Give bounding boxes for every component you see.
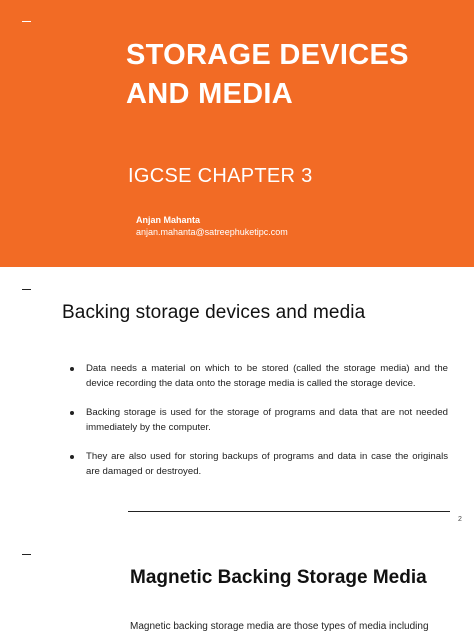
bullet-dot-icon [70, 455, 74, 459]
slide-marker-dash [22, 21, 31, 22]
slide-heading: Backing storage devices and media [62, 302, 366, 323]
slide-title [126, 36, 456, 114]
bullet-item [70, 405, 448, 435]
bullet-text: They are also used for storing backups of programs and data in case the originals are damaged or destroyed. [86, 451, 448, 477]
bullet-dot-icon [70, 411, 74, 415]
footer-divider [128, 511, 450, 512]
slide-title-line-2: AND MEDIA [126, 78, 294, 110]
slide-marker-dash [22, 554, 31, 555]
bullet-dot-icon [70, 367, 74, 371]
page-number: 2 [458, 516, 462, 523]
slide-subtitle: IGCSE CHAPTER 3 [128, 165, 313, 187]
bullet-item [70, 449, 448, 479]
author-name: Anjan Mahanta [136, 215, 201, 225]
bullet-list [70, 361, 448, 493]
author-email: anjan.mahanta@satreephuketipc.com [136, 227, 288, 237]
slide-title-line-1: STORAGE DEVICES [126, 39, 409, 71]
slide-body-text: Magnetic backing storage media are those types of media including [130, 621, 429, 632]
slide-marker-dash [22, 289, 31, 290]
bullet-text: Backing storage is used for the storage of programs and data that are not needed immediately by the computer. [86, 407, 448, 433]
slide-heading: Magnetic Backing Storage Media [130, 567, 427, 588]
bullet-item [70, 361, 448, 391]
bullet-text: Data needs a material on which to be stored (called the storage media) and the device recording the data onto the storage media is called the storage device. [86, 363, 448, 389]
title-slide [0, 0, 474, 267]
